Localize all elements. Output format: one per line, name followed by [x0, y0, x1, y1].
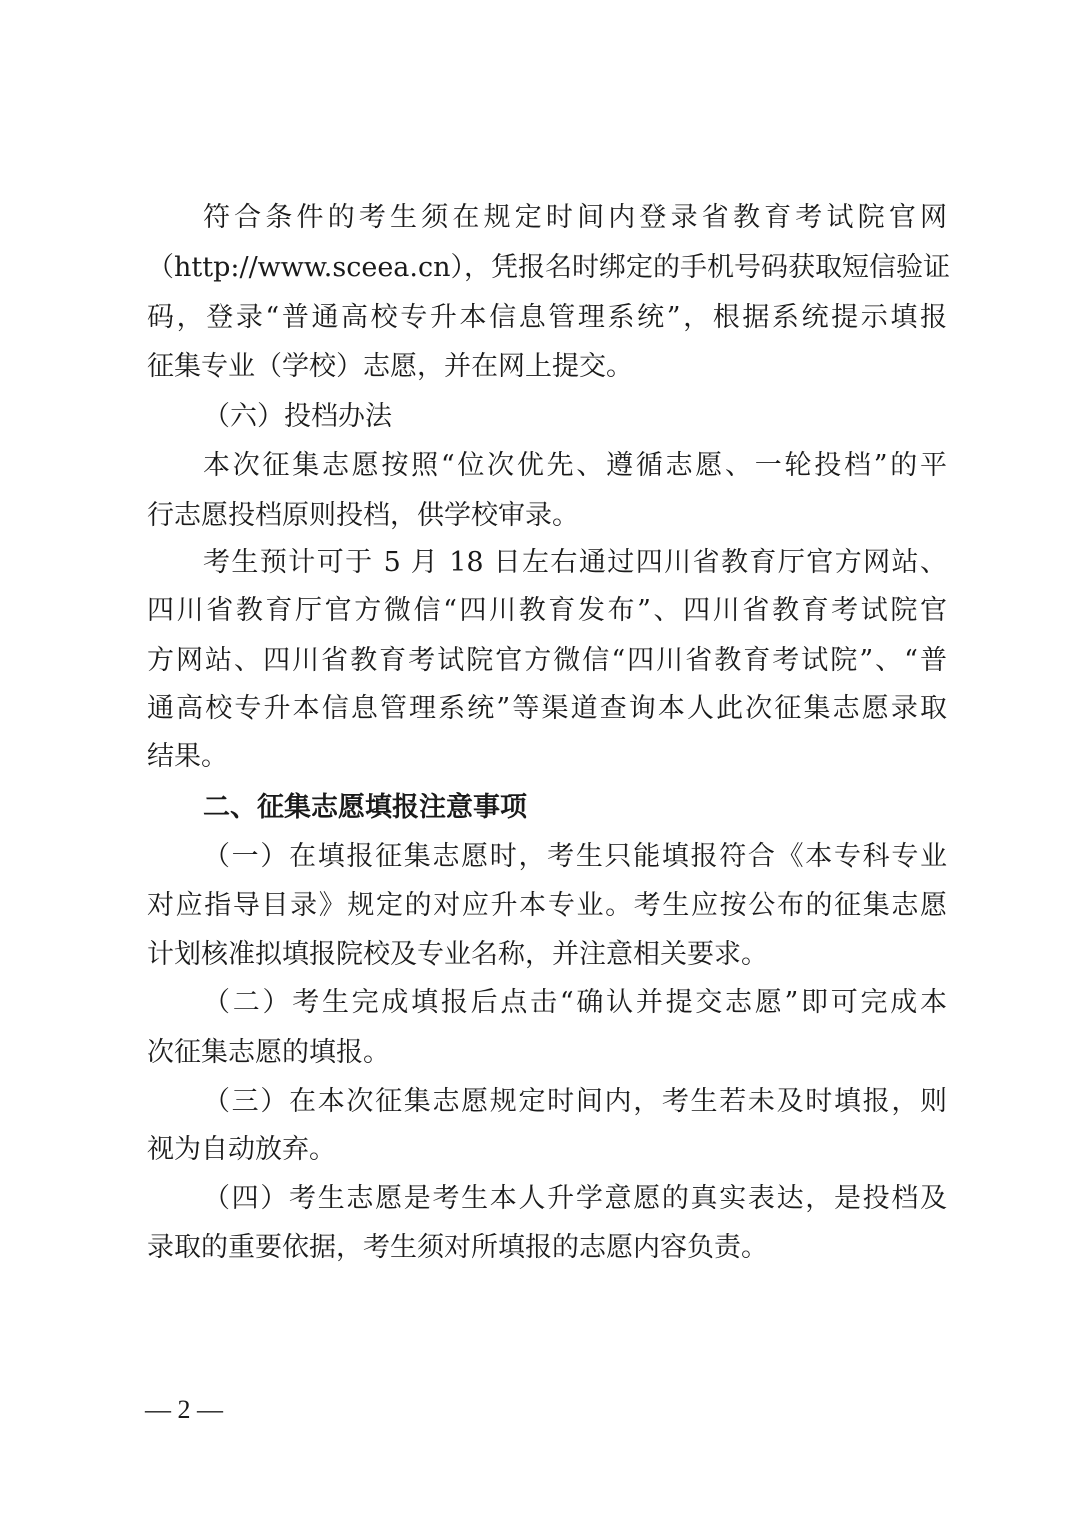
paragraph-line: 对应指导目录》规定的对应升本专业。考生应按公布的征集志愿 [147, 890, 947, 921]
paragraph-line: 计划核准拟填报院校及专业名称，并注意相关要求。 [147, 939, 768, 970]
subsection-heading: （六）投档办法 [203, 401, 392, 432]
paragraph-line: 码，登录“普通高校专升本信息管理系统”，根据系统提示填报 [147, 302, 947, 333]
paragraph-line: 结果。 [147, 741, 228, 772]
paragraph-line: 通高校专升本信息管理系统”等渠道查询本人此次征集志愿录取 [147, 693, 947, 724]
paragraph-line: 征集专业（学校）志愿，并在网上提交。 [147, 351, 633, 382]
paragraph-line: （二）考生完成填报后点击“确认并提交志愿”即可完成本 [203, 987, 947, 1018]
paragraph-line: 行志愿投档原则投档，供学校审录。 [147, 500, 579, 531]
paragraph-line: 本次征集志愿按照“位次优先、遵循志愿、一轮投档”的平 [203, 450, 947, 481]
paragraph-line: （三）在本次征集志愿规定时间内，考生若未及时填报，则 [203, 1086, 947, 1117]
section-heading: 二、征集志愿填报注意事项 [203, 792, 527, 823]
paragraph-line: 符合条件的考生须在规定时间内登录省教育考试院官网 [203, 202, 947, 233]
paragraph-line: 方网站、四川省教育考试院官方微信“四川省教育考试院”、“普 [147, 645, 947, 676]
paragraph-line: 四川省教育厅官方微信“四川教育发布”、四川省教育考试院官 [147, 595, 947, 626]
paragraph-line: 次征集志愿的填报。 [147, 1037, 390, 1068]
paragraph-line: （四）考生志愿是考生本人升学意愿的真实表达，是投档及 [203, 1183, 947, 1214]
paragraph-line: （一）在填报征集志愿时，考生只能填报符合《本专科专业 [203, 841, 947, 872]
paragraph-line: 录取的重要依据，考生须对所填报的志愿内容负责。 [147, 1232, 768, 1263]
page-number: — 2 — [145, 1395, 223, 1424]
paragraph-line: 视为自动放弃。 [147, 1134, 336, 1165]
paragraph-line: （http://www.sceea.cn），凭报名时绑定的手机号码获取短信验证 [147, 252, 950, 283]
paragraph-line: 考生预计可于 5 月 18 日左右通过四川省教育厅官方网站、 [203, 547, 947, 578]
